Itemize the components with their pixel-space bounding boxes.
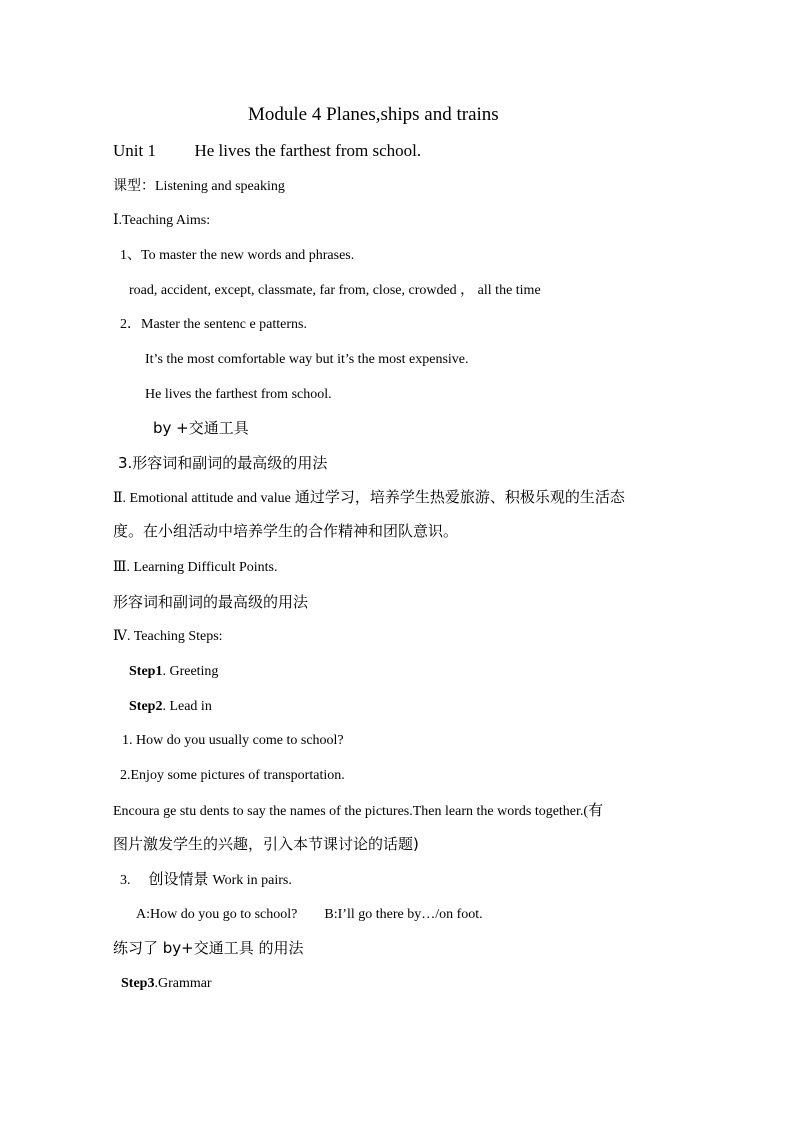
aim-1: 1、To master the new words and phrases.	[120, 248, 355, 263]
step-3-text: .Grammar	[154, 976, 212, 991]
question-3	[120, 872, 292, 888]
step-2-text: . Lead in	[162, 699, 212, 714]
section-3-heading: Ⅲ. Learning Difficult Points.	[113, 560, 278, 575]
encourage-line-1	[113, 803, 603, 819]
practice-note: 练习了 by+交通工具 的用法	[113, 939, 304, 957]
pattern-1: It’s the most comfortable way but it’s the most expensive.	[145, 352, 469, 367]
question-2: 2.Enjoy some pictures of transportation.	[120, 768, 345, 783]
encourage-text-a-cn: 有	[588, 801, 604, 819]
section-3-text: 形容词和副词的最高级的用法	[113, 593, 309, 611]
step-1-text: . Greeting	[162, 664, 219, 679]
question-3-num: 3.	[120, 873, 131, 888]
question-1: 1. How do you usually come to school?	[122, 733, 344, 748]
encourage-text-b: 图片激发学生的兴趣，引入本节课讨论的话题)	[113, 835, 419, 853]
section-2-text-b: 度。在小组活动中培养学生的合作精神和团队意识。	[113, 522, 459, 540]
aim-3: 3.形容词和副词的最高级的用法	[118, 454, 328, 472]
question-3-cn: 创设情景	[148, 870, 209, 888]
step-2	[129, 700, 212, 714]
unit-title: He lives the farthest from school.	[194, 141, 422, 160]
section-2-text-a: 通过学习，培养学生热爱旅游、积极乐观的生活态	[294, 488, 625, 506]
unit-heading	[113, 142, 421, 159]
section-2-label: Ⅱ. Emotional attitude and value	[113, 491, 291, 506]
section-1-heading: Ⅰ.Teaching Aims:	[113, 213, 211, 228]
step-1-label: Step1	[129, 664, 163, 679]
step-3-label: Step3	[121, 976, 155, 991]
aim-1-words: road, accident, except, classmate, far from, close, crowded ， all the time	[129, 283, 541, 298]
pattern-2: He lives the farthest from school.	[145, 387, 332, 402]
step-2-label: Step2	[129, 699, 163, 714]
question-3-text: Work in pairs.	[212, 873, 292, 888]
aim-2: 2．Master the sentenc e patterns.	[120, 317, 307, 332]
encourage-text-a: Encoura ge stu dents to say the names of the pictures.Then learn the words together.(	[113, 804, 589, 819]
step-1	[129, 665, 218, 679]
unit-label: Unit 1	[113, 141, 156, 160]
dialog-b: B:I’ll go there by…/on foot.	[324, 907, 483, 922]
section-2-line-1	[113, 490, 625, 506]
dialog-a: A:How do you go to school?	[136, 907, 298, 922]
step-3	[121, 977, 212, 991]
pattern-3: by +交通工具	[153, 419, 249, 437]
section-4-heading: Ⅳ. Teaching Steps:	[113, 629, 223, 644]
lesson-type: 课型：Listening and speaking	[113, 179, 285, 194]
module-title: Module 4 Planes,ships and trains	[248, 104, 499, 125]
dialog-line	[136, 908, 483, 922]
